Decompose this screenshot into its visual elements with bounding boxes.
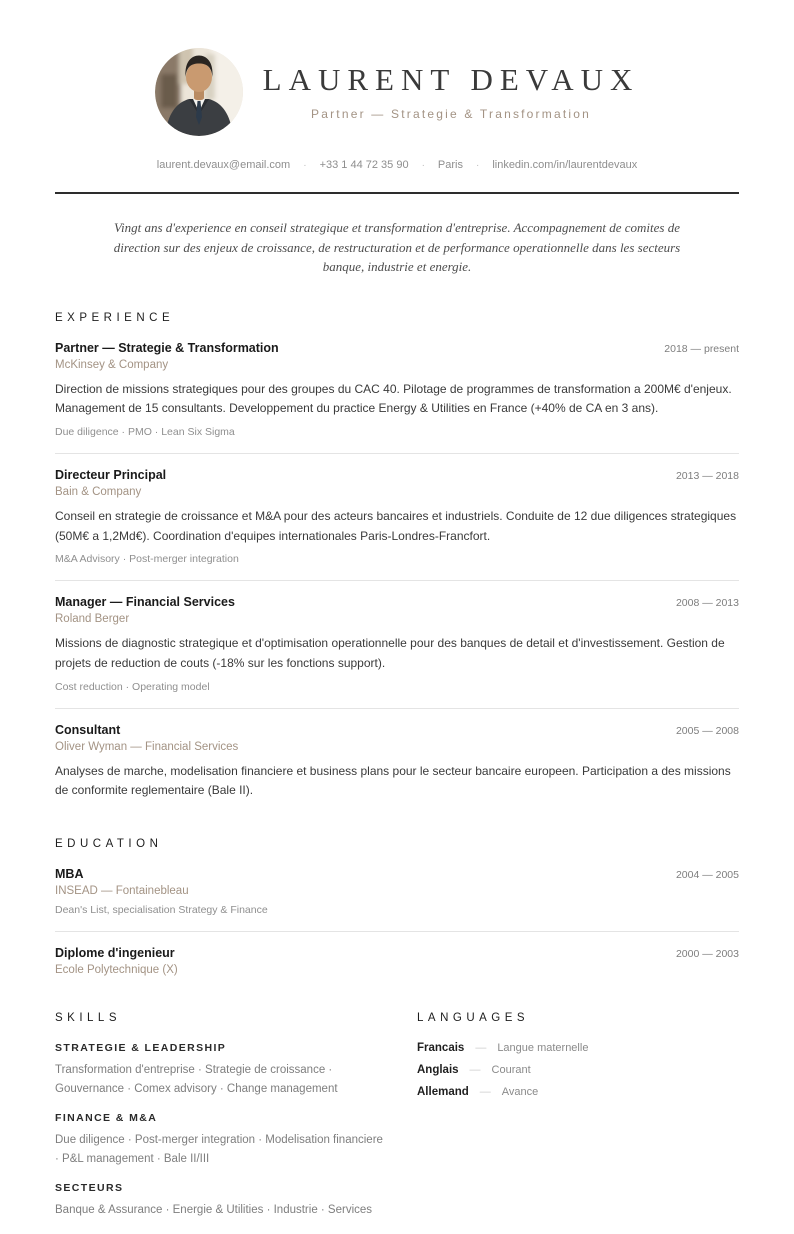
education-section [55, 838, 739, 976]
header-divider [55, 192, 739, 194]
job-title: Directeur Principal [55, 467, 167, 482]
contact-row [55, 159, 739, 171]
contact-location: Paris [437, 159, 463, 171]
skill-group-title: SECTEURS [55, 1182, 124, 1195]
contact-linkedin[interactable]: linkedin.com/in/laurentdevaux [492, 159, 638, 171]
language-name: Allemand [417, 1085, 469, 1098]
experience-section [55, 312, 739, 801]
job-dates: 2018 — present [664, 342, 739, 355]
contact-separator: · [475, 159, 480, 171]
language-level: Courant [491, 1063, 531, 1076]
education-dates: 2004 — 2005 [675, 868, 739, 881]
person-name: LAURENT DEVAUX [262, 62, 640, 98]
job-divider [55, 708, 739, 709]
language-name: Anglais [417, 1063, 459, 1076]
skills-heading: SKILLS [55, 1011, 121, 1024]
education-note: Dean's List, specialisation Strategy & Finance [55, 903, 268, 916]
skill-items: Transformation d'entreprise · Strategie de croissance · Gouvernance · Comex advisory · Change management [55, 1063, 338, 1095]
experience-heading: EXPERIENCE [55, 311, 175, 324]
languages-heading: LANGUAGES [417, 1011, 530, 1024]
job-description: Missions de diagnostic strategique et d'optimisation operationnelle pour des banques de detail et d'investissement. Gestion de projets de reduction de couts (-18% sur les fonctions support). [55, 636, 725, 670]
summary-text: Vingt ans d'experience en conseil strategique et transformation d'entreprise. Accompagnement de comites de direction sur des enjeux de croissance, de restructuration et de performance operationnelle dans les secteurs banque, industrie et energie. [113, 220, 681, 274]
job-company: McKinsey & Company [55, 358, 169, 371]
skill-group-title: STRATEGIE & LEADERSHIP [55, 1041, 227, 1054]
contact-separator: · [303, 159, 307, 171]
job-tags: Cost reduction · Operating model [55, 680, 210, 693]
person-job-title: Partner — Strategie & Transformation [311, 106, 591, 121]
job-description: Conseil en strategie de croissance et M&A pour des acteurs bancaires et industriels. Conduite de 12 due diligences strategiques (50M€ a 1,2Md€). Coordination d'equipes internationales Paris-Londres-Francfort. [55, 508, 737, 543]
job-divider [55, 580, 739, 581]
language-separator: — [469, 1063, 481, 1076]
education-dates: 2000 — 2003 [675, 947, 739, 960]
language-name: Francais [417, 1041, 465, 1054]
job-dates: 2008 — 2013 [675, 597, 739, 610]
job-title: Consultant [55, 722, 121, 737]
job-company: Roland Berger [55, 613, 130, 626]
job-entry [55, 468, 739, 565]
contact-email[interactable]: laurent.devaux@email.com [156, 159, 291, 171]
skill-group [55, 1042, 395, 1098]
header [55, 48, 739, 194]
job-dates: 2013 — 2018 [675, 469, 739, 482]
job-entry [55, 595, 739, 692]
contact-separator: · [421, 159, 425, 171]
education-entry [55, 946, 739, 976]
job-divider [55, 453, 739, 454]
language-row [417, 1042, 739, 1054]
profile-photo-illustration [155, 48, 243, 136]
header-row [55, 48, 739, 136]
school-name: INSEAD — Fontainebleau [55, 884, 189, 897]
education-entry [55, 867, 739, 916]
name-block [263, 63, 640, 120]
school-name: Ecole Polytechnique (X) [55, 963, 178, 976]
skill-items: Banque & Assurance · Energie & Utilities · Industrie · Services [55, 1204, 373, 1217]
job-tags: M&A Advisory · Post-merger integration [55, 553, 239, 566]
job-description: Direction de missions strategiques pour des groupes du CAC 40. Pilotage de programmes de transformation a 200M€ d'enjeux. Management de 15 consultants. Developpement du practice Energy & Utilities en France (+40% de CA en 3 ans). [55, 381, 732, 416]
degree-title: MBA [55, 866, 84, 881]
education-heading: EDUCATION [55, 837, 163, 850]
job-description: Analyses de marche, modelisation financiere et business plans pour le secteur bancaire europeen. Participation a des missions de conformite reglementaire (Bale II). [55, 763, 731, 798]
job-entry [55, 723, 739, 801]
job-entry [55, 341, 739, 438]
language-separator: — [479, 1085, 491, 1098]
language-row [417, 1064, 739, 1076]
job-tags: Due diligence · PMO · Lean Six Sigma [55, 425, 235, 438]
job-company: Oliver Wyman — Financial Services [55, 740, 239, 753]
contact-phone[interactable]: +33 1 44 72 35 90 [319, 159, 409, 171]
job-title: Partner — Strategie & Transformation [55, 340, 279, 355]
avatar [155, 48, 243, 136]
skill-group-title: FINANCE & M&A [55, 1112, 158, 1125]
language-separator: — [475, 1041, 487, 1054]
education-divider [55, 931, 739, 932]
degree-title: Diplome d'ingenieur [55, 945, 175, 960]
language-level: Avance [501, 1085, 539, 1098]
language-row [417, 1086, 739, 1098]
skill-group [55, 1112, 395, 1168]
skill-items: Due diligence · Post-merger integration · Modelisation financiere · P&L management · Bale II/III [55, 1134, 383, 1165]
language-level: Langue maternelle [497, 1041, 589, 1054]
job-dates: 2005 — 2008 [675, 724, 739, 737]
skill-group [55, 1182, 395, 1220]
job-company: Bain & Company [55, 485, 142, 498]
job-title: Manager — Financial Services [55, 595, 235, 610]
